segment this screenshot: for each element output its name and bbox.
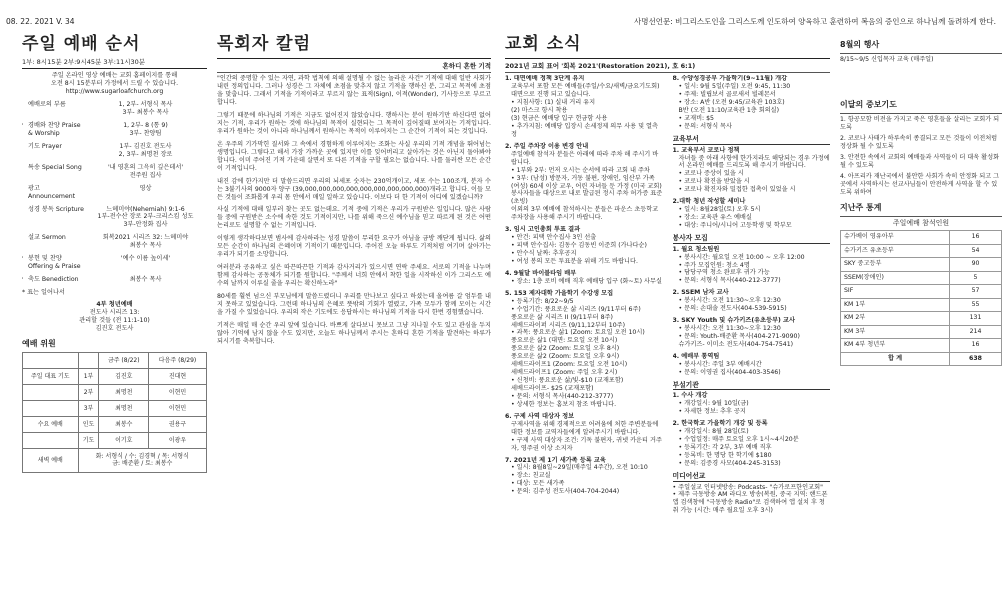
news-item-line: • 여성 봉의 모든 투표분을 위해 기도 바랍니다. <box>511 257 638 265</box>
news-item-title: 1. 교육부서 코로나 정책 <box>672 146 740 154</box>
news-item-title: 1. 대면예배 정책 3단계 유지 <box>505 75 585 83</box>
church-news-title: 교회 소식 <box>505 34 582 54</box>
table-row <box>23 400 207 416</box>
header-cell: 금주 (8/22) <box>99 352 149 368</box>
table-cell: 김진호 <box>99 368 149 384</box>
news-item <box>505 290 663 409</box>
order-value: 1, 2부- 서형식 목사 3부- 최봉수 목사 <box>118 101 173 117</box>
news-item-line: (3) 현금은 예배당 입구 헌금함 사용 <box>511 115 608 122</box>
news-item-line: • 일시: 9월 5일(주일) 오전 9:45, 11:30 <box>678 83 791 91</box>
order-label: 설교 Sermon <box>28 234 66 242</box>
online-line: 오전 8시 15분부터 가정에서 드릴 수 있습니다. <box>50 80 179 88</box>
attendance-count: 55 <box>950 298 1002 312</box>
order-row <box>22 234 207 250</box>
column-paragraph: 내진 감에 한가지만 더 말씀드리면 우리의 뇌세포 숫자는 230억개이고, 세포 수는 100조개, 분자 수는 3불기사의 9000자 양구 (39,000,000,000,000,000,000,000,000,000)개라고 합니다. 이들 모든 것들이 조화롭게 우리 몸 안에서 매일 일하고 있습니다. 이보다 더 한 기적이 어디에 있겠습니까? <box>217 177 491 201</box>
attendance-group: SIF <box>841 285 950 299</box>
table-cell: 2부 <box>78 384 99 400</box>
news-item <box>673 353 831 377</box>
attendance-row <box>841 244 1002 258</box>
news-item-line: • 코로나 증상이 있을 시 <box>678 170 744 178</box>
table-row <box>23 448 207 472</box>
order-value: 1부- 김진호 전도사 2, 3부- 최명천 장로 <box>118 142 173 158</box>
worship-committee-table <box>22 352 207 473</box>
table-row <box>23 384 207 400</box>
header-cell <box>23 352 79 368</box>
news-item-line: • 담당구역 청소 완료후 귀가 가능 <box>678 269 770 277</box>
news-item-line: 풍요로운 삶2 (Zoom: 토요일 오후 8시) <box>511 345 620 353</box>
table-cell: 새벽 예배 <box>23 448 79 472</box>
news-item-line: • 문의: 손대솔 전도사(404-539-5915) <box>678 305 787 313</box>
column-paragraph: 사실 기적에 대해 일부러 찾는 곳도 없는데요. 기적 중에 기적은 우리가 구원받은 일입니다. 많은 사람들 중에 구원받은 소수에 속한 것도 기적이지만, 나를 위해 죽으신 예수님을 믿고 따르게 된 것은 어떤 논리로도 설명할 수 없는 기적입니다. <box>217 206 491 230</box>
news-item-line: • 구제 사역 대상자 조건: 기독 불편자, 귀넷 카운티 거주자, 영주권 이상 소지자 <box>511 436 662 452</box>
news-item-line: 구제사역을 위해 경제적으로 어려움에 처한 주변분들에 대한 정보를 교역자들에게 알려주시기 바랍니다. <box>511 420 659 436</box>
news-item-line: • 코로나 확진을 받았을 시 <box>678 178 750 186</box>
youth-title: 4부 청년예배 <box>96 300 133 308</box>
table-row <box>23 368 207 384</box>
order-row <box>22 276 207 284</box>
news-item-line: • 주가 모집인원: 청소 4명 <box>678 261 750 269</box>
divider <box>505 58 830 59</box>
news-item-line: 풍요로운 삶1 (대면: 토요일 오전 10시) <box>511 337 618 345</box>
news-item-line: • 봉사시간: 오전 11:30~오후 12:30 <box>678 325 781 333</box>
news-item-line: • 문의: 서형식 목사(440-212-3777) <box>678 277 781 285</box>
news-item-line: • 일시: 8월8일~29일(매주일 4주간), 오전 10:10 <box>511 464 648 472</box>
news-item-line: 세베드라이퍼 시리즈 (9/11,12부터 10주) <box>511 321 626 329</box>
news-item-line: • 대상: 주니어/시니어 고등학생 및 학부모 <box>678 222 792 229</box>
attendance-table <box>840 230 1002 366</box>
order-value: 최봉수 목사 <box>129 276 162 284</box>
news-item-line: • 봉사시간: 오전 11:30~오후 12:30 <box>678 297 781 305</box>
section-head: 미디어선교 <box>673 472 831 482</box>
attendance-row <box>841 312 1002 326</box>
table-cell: 인도 <box>78 416 99 432</box>
order-label: * 봉헌 및 찬양 Offering & Praise <box>22 255 84 271</box>
attendance-group: KM 2부 <box>841 312 950 326</box>
news-item-line: • 장소: A반 (오전 9:45/교육관 103호) <box>678 99 785 107</box>
prayer-item: 1. 항공모함 비전을 가지고 죽은 영혼들을 살리는 교회가 되도록 <box>840 116 1000 132</box>
news-item-title: 1. 수사 개강 <box>672 392 708 400</box>
table-cell: 최봉수 <box>99 416 149 432</box>
news-item-line: • 등록기간: 8/22~9/5 <box>511 297 574 305</box>
order-value: 느헤미야(Nehemiah) 9:1-6 1부-전수산 장로 2부-크리스킴 성도 3부-안정화 집사 <box>97 205 194 229</box>
news-item-title: 1. 월요 청소팀원 <box>672 245 720 253</box>
order-value: 회복2021 시리즈 32: 느헤미야 최봉수 목사 <box>102 234 189 250</box>
youth-line: 김진호 전도사 <box>95 324 134 332</box>
news-item <box>673 289 831 313</box>
events-column <box>840 34 1002 608</box>
news-item-line: • 수업일정: 매주 토요일 오후 1시~4시20분 <box>678 436 799 444</box>
news-item-line: • 문의: 서형식 목사 <box>678 122 732 130</box>
news-item-title: 4. 예배부 통역팀 <box>672 352 720 360</box>
news-item-line: • 주제: 빌립보서 골로새서 빌레몬서 <box>678 91 776 99</box>
table-row <box>23 416 207 432</box>
section-head: 봉사자 모집 <box>673 234 831 244</box>
column-body <box>217 75 491 345</box>
attendance-group: SKY 중고등부 <box>841 258 950 272</box>
attendance-count: 16 <box>950 231 1002 245</box>
stand-text: 표는 일어나서 <box>27 289 65 296</box>
news-item <box>505 457 663 497</box>
news-item <box>673 246 831 286</box>
order-row <box>22 255 207 271</box>
news-item-line: • 지침사항: (1) 실내 거리 유지 <box>511 99 596 107</box>
stand-note: * 표는 일어나서 <box>22 289 65 296</box>
column-paragraph: 80세를 훨씬 넘으신 부모님에게 말씀드렸더니 우리를 만나보고 싶다고 하셨는데 올여름 갈 엄두를 내지 못하고 있었습니다. 그런데 하나님의 은혜로 뜻밖의 기회가 열렸고, 가족 모두가 함께 모이는 시간을 가질 수 있었습니다. 우리의 작은 기도에도 응답하시는 하나님의 기적을 다시 한번 경험했습니다. <box>217 292 491 316</box>
youth-line: 전도사 시리즈 13: <box>89 308 140 316</box>
divider <box>217 58 491 59</box>
attendance-count: 5 <box>950 271 1002 285</box>
worship-committee-title: 예배 위원 <box>22 338 56 348</box>
news-item-line: • 개강일시: 8월 28일(토) <box>678 428 749 436</box>
news-item <box>673 75 831 131</box>
attendance-count: 57 <box>950 285 1002 299</box>
order-value: 영상 <box>139 184 152 192</box>
attendance-row <box>841 231 1002 245</box>
divider <box>505 72 830 73</box>
news-item-line: • 안건: 피택 안수집사 3인 선출 <box>511 234 597 242</box>
news-item-title: 2. SSEM 남자 교사 <box>672 289 729 297</box>
news-item-title: 4. 9월달 바이블타임 배부 <box>505 269 577 277</box>
table-cell: 이현민 <box>149 400 207 416</box>
news-item <box>505 143 663 222</box>
section-head: 부설기관 <box>673 381 831 391</box>
news-item-line: 자녀들 중 아래 사항에 한가지라도 해당되는 경우 가정에서 온라인 예배를 드리도록 해 주시기 바랍니다. <box>678 154 830 170</box>
issue-date: 08. 22. 2021 V. 34 <box>6 17 75 26</box>
table-cell <box>23 400 79 416</box>
news-item-line: • 자세한 정보: 추후 공지 <box>678 408 746 416</box>
attendance-count: 16 <box>950 339 1002 353</box>
news-item-title: 2. 한국학교 가을학기 개강 및 등록 <box>672 420 768 428</box>
news-item-line: • 개강일시: 9월 10일(금) <box>678 400 749 408</box>
attendance-group: KM 1부 <box>841 298 950 312</box>
total-label: 합 계 <box>841 352 950 366</box>
news-item-line: • 문의: 서형식 목사(440-212-3777) <box>511 392 614 400</box>
table-row <box>23 432 207 448</box>
news-item-line: • 봉사시간: 주일 3부 예배시간 <box>678 360 762 368</box>
order-list <box>22 101 207 284</box>
news-item-line: • 교재비: $5 <box>678 115 714 122</box>
news-item-line: • 문의: 김주성 전도사(404-704-2044) <box>511 488 620 496</box>
news-item-line: • 과목: 풍요로운 삶1 (Zoom: 토요일 오전 10시) <box>511 329 645 337</box>
attendance-group: 슈가키즈 유초등부 <box>841 244 950 258</box>
news-item-line: 세베드라이프- $25 (교재포함) <box>511 385 594 392</box>
worship-order-title: 주일 예배 순서 <box>22 34 141 54</box>
news-item-line: • 문의: 김증경 사모(404-245-3153) <box>678 459 781 467</box>
news-item-line: • 상세한 정보는 홈보지 참조 바랍니다. <box>511 400 617 408</box>
attendance-count: 90 <box>950 258 1002 272</box>
prayer-list <box>840 116 1002 196</box>
news-item-line: • 장소: 친교실 <box>511 472 551 480</box>
news-item-line: • 문의: 이영권 집사(404-403-3546) <box>678 368 781 376</box>
attendance-row <box>841 339 1002 353</box>
attendance-group: 슈가베이 영유아부 <box>841 231 950 245</box>
order-row <box>22 185 207 201</box>
attendance-title: 주일예배 참석인원 <box>892 219 950 228</box>
divider <box>840 53 1002 54</box>
news-left <box>505 75 663 608</box>
divider <box>217 72 491 73</box>
youth-service <box>22 301 207 333</box>
news-item <box>673 420 831 468</box>
worship-order-column <box>22 34 207 608</box>
news-item-line: 이외의 3부 예배에 참석하시는 분들은 파운스 초등학교 주차장을 사용해 주시기 바랍니다. <box>511 206 659 222</box>
table-cell: 최명천 <box>99 400 149 416</box>
order-row <box>22 206 207 230</box>
news-item-title: 6. 구제 사역 대상자 정보 <box>505 412 575 420</box>
news-item <box>673 317 831 349</box>
header-cell <box>78 352 99 368</box>
news-item <box>673 392 831 416</box>
news-item-line: • 일시: 8월28일(토) 오후 5시 <box>678 206 761 214</box>
order-label: * 경배와 찬양 Praise & Worship <box>22 122 84 138</box>
table-cell: 화: 서형식 / 수: 김경혁 / 목: 서형식 금: 배준환 / 토: 최봉수 <box>78 448 206 472</box>
prayer-item: 4. 아프리카 재난국에서 불안한 사회가 속히 안정화 되고 그 곳에서 사역하시는 선교사님들이 안전하게 사역을 할 수 있도록 위하여 <box>840 173 1000 196</box>
table-cell: 이현민 <box>149 384 207 400</box>
year-theme: 2021년 교회 표어 '회복 2021'(Restoration 2021), 호 6:1) <box>505 62 696 70</box>
attendance-row <box>841 325 1002 339</box>
column-paragraph: 온 우주의 기가막힌 질서와 그 속에서 경험하게 이루어지는 조화는 사실 우리의 기적 개념을 뛰어넘는 생명입니다. 그렇다고 해서 가장 가까운 곳에 있지만 이를 잊어버리고 살아가는 것은 아닌지 돌아봐야 합니다. 이미 주어진 기적 가운데 살면서 또 다른 기적을 구할 필요는 없습니다. 나를 둘러싼 모든 순간이 기적입니다. <box>217 140 491 172</box>
order-row <box>22 122 207 138</box>
mission-statement: 사명선언문: 비그리스도인을 그리스도께 인도하여 양육하고 훈련하여 복음의 증인으로 하나님께 돌려하게 한다. <box>633 17 996 26</box>
event-line: 8/15~9/5 신입목자 교육 (매주일) <box>840 56 934 64</box>
attendance-row <box>841 258 1002 272</box>
order-value: '예수 이름 높이세' <box>120 255 171 263</box>
divider <box>840 216 1002 217</box>
online-notice <box>22 72 207 96</box>
table-cell <box>23 432 79 448</box>
table-cell: 1부 <box>78 368 99 384</box>
news-item-title: 2.대학 청년 작성할 세미나 <box>672 198 746 206</box>
order-value: '내 영혼의 그윽히 깊은데서' 전주원 집사 <box>107 163 184 179</box>
order-row <box>22 164 207 180</box>
news-item-line: • 1부와 2부: 먼저 오시는 순서에 따라 고회 내 주차 <box>511 166 650 174</box>
news-item-line: • 장소: 교육관 유스 예배실 <box>678 214 752 222</box>
order-value: 1, 2부- 8 (통 9) 3부- 찬양팀 <box>123 122 168 137</box>
news-item-line: • 피택 안수집사: 김동수 김동빈 이준희 (가나다순) <box>511 242 647 250</box>
order-label: 기도 Prayer <box>28 142 62 150</box>
news-item-line: • 등록비: 한 명당 한 학기에 $180 <box>678 451 772 459</box>
news-item <box>505 226 663 266</box>
news-item <box>673 147 831 195</box>
news-item <box>505 75 663 139</box>
attendance-total-row <box>841 352 1002 366</box>
media-line: • 제주 극동방송 AM 라디오 방송(복원, 중국 지역: 핸드폰 앱 검색창에 "극동방송 Radio"로 검색하여 앱 설치 후 청취 가능 (시간: 매주 월요일 오후 3시) <box>672 491 828 515</box>
lastweek-title: 지난주 통계 <box>840 202 882 212</box>
order-label: 특송 Special Song <box>28 163 82 171</box>
church-news-column <box>505 34 830 608</box>
attendance-group: SSEM(장애인) <box>841 271 950 285</box>
table-cell: 최명천 <box>99 384 149 400</box>
news-item-line: 풍요로운 삶 시리즈 II (9/11부터 8주) <box>511 313 613 321</box>
table-cell: 진대현 <box>149 368 207 384</box>
news-item-line: • 등록기간: 각 2부, 3부 예배 직후 <box>678 444 772 451</box>
attendance-group: KM 3부 <box>841 325 950 339</box>
column-paragraph: 기적은 매일 매 순간 우리 앞에 있습니다. 바쁘게 살다보니 못보고 그냥 지나칠 수도 있고 관심을 두지 않아 기억에 남지 않을 수도 있지만, 오늘도 하나님께서 주시는 혼하디 혼한 기적을 발견하는 하루가 되시기를 축복합니다. <box>217 321 491 345</box>
prayer-item: 3. 안전한 속에서 교회의 예배들과 사역들이 더 대욱 활성화 될 수 있도록 <box>840 154 1000 170</box>
news-item-line: • 3부: (남성) 방문자, 거동 불편, 장애인, 임산부 가족 (여성) 60세 이상 교우, 어린 자녀들 둔 가정 (미국 교회) 봉사자들을 대상으로 내로 발급된 정시 주차 허가증 표준 (초빙) <box>511 174 663 206</box>
table-cell: 이기호 <box>99 432 149 448</box>
column-headline: 혼하디 혼한 기적 <box>442 62 491 70</box>
attendance-count: 131 <box>950 312 1002 326</box>
news-item-line: • 안수식 날짜: 추후공지 <box>511 250 577 257</box>
news-item-line: • 문의: Youth-배준환 목사(404-271-9090) <box>678 333 800 340</box>
news-item-line: 세베드라이프1 (Zoom: 주일 오후 2시) <box>511 369 618 377</box>
prayer-title: 이달의 중보기도 <box>840 100 897 110</box>
attendance-group: KM 4부 청년부 <box>841 339 950 353</box>
total-count: 638 <box>950 352 1002 366</box>
header-cell: 다음주 (8/29) <box>149 352 207 368</box>
table-cell: 권용구 <box>149 416 207 432</box>
online-line: 주일 온라인 영상 예배는 교회 홈페이지를 통해 <box>51 72 178 80</box>
divider <box>840 113 1002 114</box>
order-label: * 축도 Benediction <box>22 276 84 284</box>
prayer-item: 2. 코로나 사태가 하루속히 종결되고 모든 것들이 이전처럼 정상화 될 수 있도록 <box>840 135 998 151</box>
news-item-line: B반 (오전 11:10/교육관 1층 회의실) <box>678 107 780 115</box>
news-item-line: 슈가키즈- 이미소 전도사(404-754-7541) <box>678 340 794 348</box>
attendance-count: 54 <box>950 244 1002 258</box>
news-item-line: • 대상: 모든 새가족 <box>511 480 565 488</box>
pastor-column <box>217 34 491 608</box>
order-label: 성경 봉독 Scripture <box>28 205 84 213</box>
news-item-line: 교육부서 포함 모든 예배들(주일/수요/새벽/금요기도회) 대면으로 진행 되고 있습니다. <box>511 83 660 99</box>
order-label: 예배로의 부름 <box>28 101 66 109</box>
news-item-line: 세베드라이프1 (Zoom: 토요일 오전 10시) <box>511 361 628 369</box>
attendance-row <box>841 285 1002 299</box>
news-item-line: 주일예배 참석자 분들은 아래에 따라 주차 해 주시기 바랍니다. <box>511 150 659 166</box>
news-item-line: (2) 마스크 항시 착용 <box>511 107 568 115</box>
table-header-row <box>23 352 207 368</box>
news-item-title: 3. SKY Youth 및 슈가키즈(유초등부) 교사 <box>672 317 795 325</box>
media-line: • 주일설교 인터넷방송: Podcasts- "슈가로프한인교회" <box>672 483 823 491</box>
news-right <box>673 75 831 608</box>
youth-line: 관리할 것들 (전 11:1-10) <box>79 316 150 324</box>
website-link[interactable]: http://www.sugarloafchurch.org <box>65 88 164 96</box>
column-paragraph: "인간의 중명할 수 있는 자연, 과학 법칙에 의해 설명될 수 없는 놀라운 사건" 기적에 대해 일반 사회가 내린 정의입니다. 그러나 성경은 그 자체에 초점을 맞추지 않고 기적을 행하신 분, 그리고 목적에 초점을 맞춥니다. 그래서 기적을 기적이라고 부르지 않는 표적(Sign), 이적(Wonder), 기사등으로 부르고 합니다. <box>217 75 491 107</box>
events-title: 8월의 행사 <box>840 40 880 49</box>
news-item-line: • 신청비: 풍요로운 삶/빛-$10 (교재포함) <box>511 377 624 385</box>
news-item <box>505 413 663 453</box>
news-item-title: 2. 주일 주차장 이용 변경 안내 <box>505 142 589 150</box>
news-item-title: 7. 2021년 제 1기 새가족 등록 교육 <box>505 456 606 464</box>
news-item <box>673 198 831 230</box>
section-head: 교육부서 <box>673 135 831 145</box>
news-item-title: 8. 수양성경공부 가을학기(9~11월) 개강 <box>672 75 788 83</box>
table-cell: 수요 예배 <box>23 416 79 432</box>
news-item-line: 풍요로운 삶2 (Zoom: 토요일 오후 9시) <box>511 353 620 361</box>
table-cell: 기도 <box>78 432 99 448</box>
news-item-line: • 추가지침: 예배당 입장시 손세정제 의무 사용 및 열측정 <box>511 122 658 138</box>
column-paragraph: 그렇기 때문에 하나님의 기적은 지금도 없어진지 않았습니다. 행하시는 분이 원하기만 하신다면 없어지는 기적, 우리가 원하는 것에 하나님의 목적이 실현되는 그 목적이 깊어질때 보여지는 기적입니다. 우리가 원하는 것이 아니라 하나님께서 원하시는 목적이 이루어지는 그 순간이 기적이 되는 것입니다. <box>217 112 491 135</box>
attendance-row <box>841 271 1002 285</box>
divider <box>22 68 207 69</box>
news-item-title: 5. 153 제자대학 가을학기 수강생 모집 <box>505 289 614 297</box>
table-cell: 이광우 <box>149 432 207 448</box>
attendance-row <box>841 298 1002 312</box>
order-row <box>22 101 207 117</box>
table-cell <box>23 384 79 400</box>
order-row <box>22 143 207 159</box>
top-bar <box>0 0 1008 28</box>
column-paragraph: 이렇게 생각하다보면 범사에 감사하라는 성경 말씀이 무리한 요구가 아님을 금방 깨닫게 됩니다. 삶의 모든 순간이 하나님의 은혜이며 기적이기 때문입니다. 주어진 오늘 하루도 기적처럼 여기며 살아가는 우리가 되기를 소망합니다. <box>217 235 491 259</box>
news-item-line: • 수업기간: 풍요로운 삶 시리즈 (9/11부터 6주) <box>511 305 641 313</box>
news-item-line: • 코로나 확진자와 밀접한 접촉이 있었을 시 <box>678 186 796 194</box>
news-item <box>505 270 663 286</box>
column-paragraph: 여러분과 공유하고 싶은 따끈따끈한 기적과 감사거리가 있으시면 연락 주세요. 서로의 기적을 나누며 함께 감사하는 공동체가 되기를 원합니다. "주께서 너희 안에서 착한 일을 시작하신 이가 그리스도 예수의 날까지 이루실 줄을 우리는 확신하노라" <box>217 264 491 287</box>
pastor-column-title: 목회자 칼럼 <box>217 34 312 54</box>
attendance-count: 214 <box>950 325 1002 339</box>
order-label: 광고 Announcement <box>28 184 76 200</box>
news-item-line: • 장소: 1층 로비 예배 직후 예배당 입구 (화~토) 사무실 <box>511 277 662 285</box>
table-cell: 주일 대표 기도 <box>23 368 79 384</box>
service-times: 1부: 8시15분 2부:9시45분 3부:11시30분 <box>22 58 146 66</box>
table-cell: 3부 <box>78 400 99 416</box>
news-item-title: 3. 임시 고인총회 투표 결과 <box>505 226 581 234</box>
news-item-line: • 봉사시간: 월요일 오전 10:00 ~ 오후 12:00 <box>678 253 805 261</box>
